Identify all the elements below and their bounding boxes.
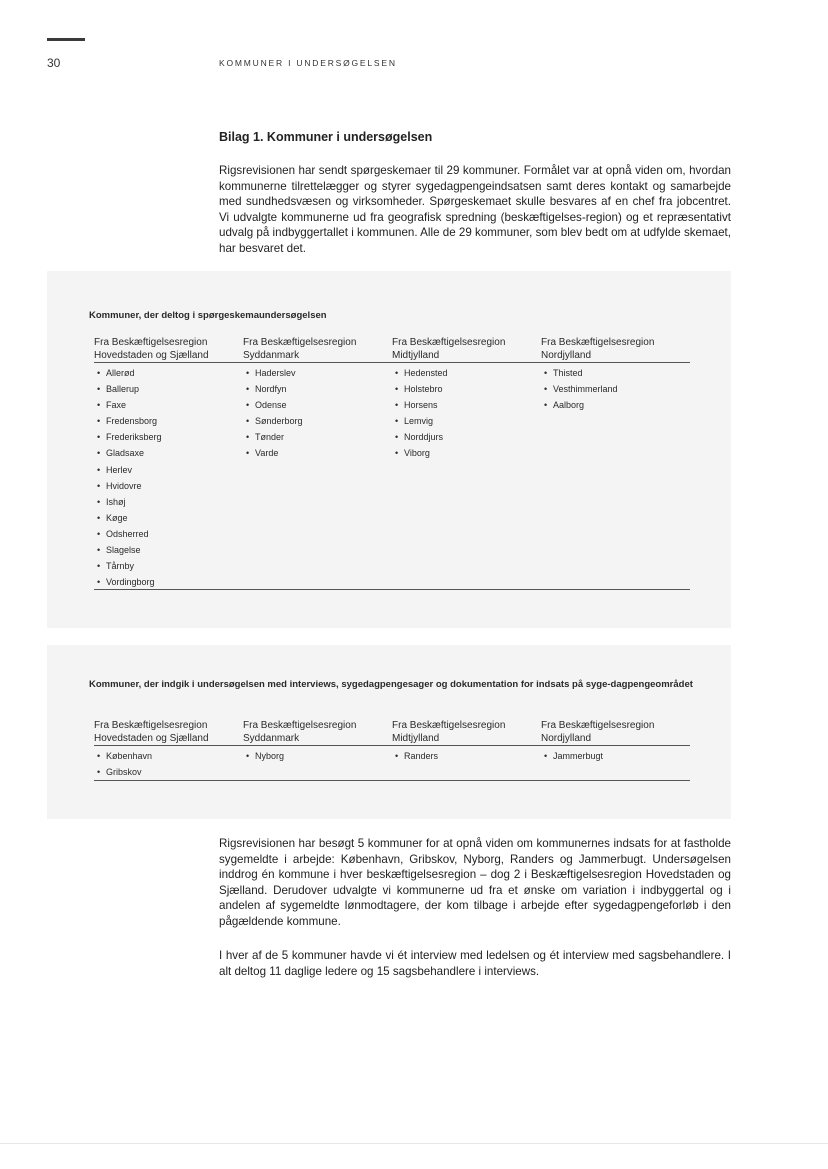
- municipality-item: • Odsherred: [94, 526, 243, 542]
- municipality-item: • Ishøj: [94, 494, 243, 510]
- municipality-item: • Thisted: [541, 365, 690, 381]
- municipality-item: • Gladsaxe: [94, 445, 243, 461]
- municipality-item: • Tønder: [243, 429, 392, 445]
- region-column: [94, 337, 243, 590]
- region-header: Fra Beskæftigelsesregion Nordjylland: [541, 337, 690, 363]
- municipality-list: [541, 746, 690, 764]
- survey-municipalities-box: [47, 271, 731, 628]
- interview-municipalities-box: [47, 645, 731, 819]
- municipality-item: • Køge: [94, 510, 243, 526]
- region-column: [392, 720, 541, 780]
- interview-box-title: Kommuner, der indgik i undersøgelsen med interviews, sygedagpengesager og dokumentation for indsats på syge-dagpengeområdet: [89, 679, 693, 690]
- municipality-item: • Hvidovre: [94, 478, 243, 494]
- municipality-item: • Gribskov: [94, 764, 243, 780]
- municipality-item: • Herlev: [94, 462, 243, 478]
- municipality-list: [243, 746, 392, 764]
- municipality-item: • Odense: [243, 397, 392, 413]
- municipality-item: • Allerød: [94, 365, 243, 381]
- region-header: Fra Beskæftigelsesregion Nordjylland: [541, 720, 690, 746]
- region-header: Fra Beskæftigelsesregion Syddanmark: [243, 337, 392, 363]
- header-rule: [47, 38, 85, 41]
- municipality-item: • Faxe: [94, 397, 243, 413]
- municipality-item: • Nyborg: [243, 748, 392, 764]
- municipality-item: • Aalborg: [541, 397, 690, 413]
- municipality-item: • Viborg: [392, 445, 541, 461]
- municipality-item: • Horsens: [392, 397, 541, 413]
- municipality-item: • Slagelse: [94, 542, 243, 558]
- municipality-item: • Vordingborg: [94, 574, 243, 590]
- municipality-list: [243, 363, 392, 462]
- municipality-item: • Holstebro: [392, 381, 541, 397]
- municipality-list: [392, 363, 541, 462]
- municipality-item: • København: [94, 748, 243, 764]
- region-column: [541, 720, 690, 780]
- municipality-item: • Randers: [392, 748, 541, 764]
- municipality-item: • Hedensted: [392, 365, 541, 381]
- municipality-item: • Frederiksberg: [94, 429, 243, 445]
- visits-paragraph: Rigsrevisionen har besøgt 5 kommuner for at opnå viden om kommunernes indsats for at fastholde sygemeldte i arbejde: København, Gribskov, Nyborg, Randers og Jammerbugt. Undersøgelsen inddrog én kommune i hver beskæftigelsesregion – dog 2 i Beskæftigelsesregion Hovedstaden og Sjælland. Derudover udvalgte vi kommunerne ud fra et ønske om variation i indbyggertal og i andelen af sygemeldte lønmodtagere, der kom tilbage i arbejde efter sygedagpengeforløb i den pågældende kommune.: [219, 837, 731, 928]
- municipality-list: [541, 363, 690, 413]
- footer-line: [0, 1143, 828, 1144]
- interviews-paragraph: I hver af de 5 kommuner havde vi ét interview med ledelsen og ét interview med sagsbehandlere. I alt deltog 11 daglige ledere og 15 sagsbehandlere i interviews.: [219, 949, 731, 978]
- intro-paragraph: Rigsrevisionen har sendt spørgeskemaer til 29 kommuner. Formålet var at opnå viden om, hvordan kommunerne tilrettelægger og styrer sygedagpengeindsatsen samt deres kontakt og samarbejde med sundhedsvæsen og virksomheder. Spørgeskemaet skulle besvares af en chef fra jobcentret. Vi udvalgte kommunerne ud fra geografisk spredning (beskæftigelses-region) og et repræsentativt udvalg på indbyggertallet i kommunen. Alle de 29 kommuner, som blev bedt om at udfylde skemaet, har besvaret det.: [219, 164, 731, 255]
- municipality-item: • Norddjurs: [392, 429, 541, 445]
- municipality-item: • Sønderborg: [243, 413, 392, 429]
- municipality-list: [94, 746, 243, 780]
- survey-region-columns: [94, 337, 690, 590]
- municipality-list: [392, 746, 541, 764]
- region-column: [243, 337, 392, 590]
- region-header: Fra Beskæftigelsesregion Hovedstaden og Sjælland: [94, 337, 243, 363]
- running-head: KOMMUNER I UNDERSØGELSEN: [219, 58, 397, 68]
- municipality-item: • Fredensborg: [94, 413, 243, 429]
- region-column: [392, 337, 541, 590]
- municipality-list: [94, 363, 243, 590]
- region-header: Fra Beskæftigelsesregion Midtjylland: [392, 720, 541, 746]
- municipality-item: • Lemvig: [392, 413, 541, 429]
- municipality-item: • Vesthimmerland: [541, 381, 690, 397]
- region-column: [243, 720, 392, 780]
- region-column: [94, 720, 243, 780]
- region-column: [541, 337, 690, 590]
- section-heading: Bilag 1. Kommuner i undersøgelsen: [219, 130, 433, 144]
- municipality-item: • Ballerup: [94, 381, 243, 397]
- municipality-item: • Varde: [243, 445, 392, 461]
- municipality-item: • Jammerbugt: [541, 748, 690, 764]
- municipality-item: • Tårnby: [94, 558, 243, 574]
- survey-box-title: Kommuner, der deltog i spørgeskemaundersøgelsen: [89, 310, 327, 321]
- municipality-item: • Haderslev: [243, 365, 392, 381]
- table-bottom-rule: [94, 589, 690, 590]
- page-number: 30: [47, 56, 61, 70]
- region-header: Fra Beskæftigelsesregion Midtjylland: [392, 337, 541, 363]
- municipality-item: • Nordfyn: [243, 381, 392, 397]
- region-header: Fra Beskæftigelsesregion Hovedstaden og Sjælland: [94, 720, 243, 746]
- region-header: Fra Beskæftigelsesregion Syddanmark: [243, 720, 392, 746]
- interview-region-columns: [94, 720, 690, 780]
- table-bottom-rule: [94, 780, 690, 781]
